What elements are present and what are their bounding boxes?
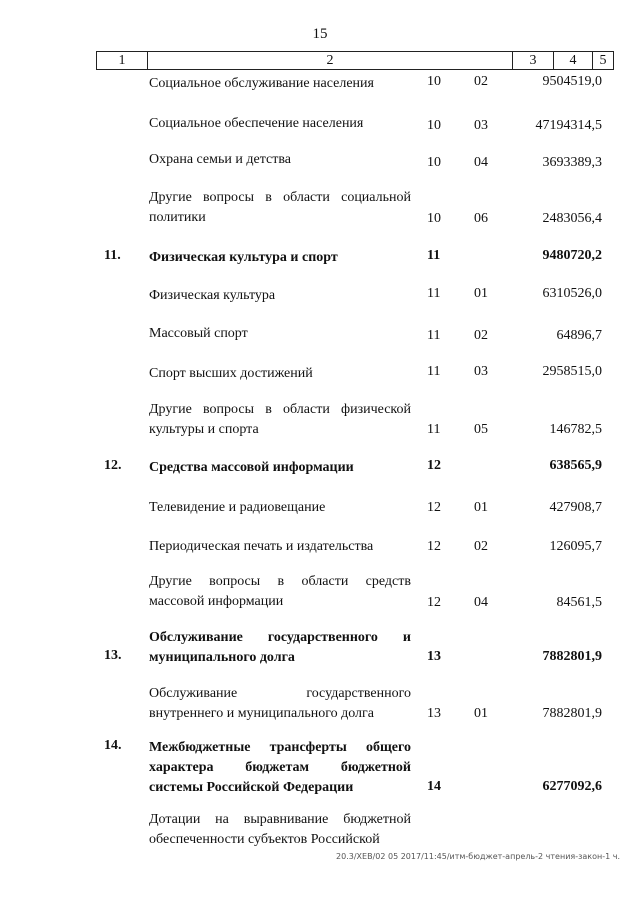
row-name: Средства массовой информации <box>149 460 354 475</box>
row-name: Межбюджетные трансферты общего характера бюджетам бюджетной системы Российской Федерации <box>149 740 411 795</box>
row-name: Массовый спорт <box>149 326 248 341</box>
section-number: 14. <box>104 738 122 753</box>
row-section: 12 <box>427 500 441 515</box>
row-subsection: 03 <box>474 364 488 379</box>
row-subsection: 02 <box>474 328 488 343</box>
row-amount: 6310526,0 <box>542 286 602 301</box>
row-section: 11 <box>427 248 441 263</box>
row-section: 10 <box>427 155 441 170</box>
row-name: Периодическая печать и издательства <box>149 539 374 554</box>
row-section: 13 <box>427 706 441 721</box>
row-section: 11 <box>427 286 441 301</box>
row-name: Другие вопросы в области средств массовой информации <box>149 574 411 609</box>
row-section: 14 <box>427 779 441 794</box>
row-subsection: 01 <box>474 286 488 301</box>
row-amount: 126095,7 <box>549 539 602 554</box>
row-name: Телевидение и радиовещание <box>149 500 326 515</box>
section-number: 13. <box>104 648 122 663</box>
row-name: Физическая культура <box>149 288 276 303</box>
row-amount: 64896,7 <box>556 328 602 343</box>
row-subsection: 02 <box>474 74 488 89</box>
row-section: 11 <box>427 422 441 437</box>
row-subsection: 04 <box>474 155 488 170</box>
row-amount: 9504519,0 <box>542 74 602 89</box>
row-amount: 146782,5 <box>549 422 602 437</box>
header-col-3: 3 <box>513 52 554 69</box>
row-subsection: 05 <box>474 422 488 437</box>
row-name: Социальное обслуживание населения <box>149 76 374 91</box>
row-amount: 2958515,0 <box>542 364 602 379</box>
row-amount: 638565,9 <box>549 458 602 473</box>
header-col-1: 1 <box>97 52 148 69</box>
row-amount: 427908,7 <box>549 500 602 515</box>
document-footer: 20.3/XEB/02 05 2017/11:45/итм-бюджет-апрель-2 чтения-закон-1 ч. <box>336 852 620 861</box>
row-amount: 7882801,9 <box>542 649 602 664</box>
row-section: 10 <box>427 74 441 89</box>
row-subsection: 01 <box>474 500 488 515</box>
page-number: 15 <box>312 26 328 42</box>
row-name: Социальное обеспечение населения <box>149 116 364 131</box>
row-subsection: 04 <box>474 595 488 610</box>
header-col-4: 4 <box>554 52 593 69</box>
row-section: 10 <box>427 118 441 133</box>
row-section: 12 <box>427 539 441 554</box>
row-amount: 2483056,4 <box>542 211 602 226</box>
row-name: Обслуживание государственного внутреннего и муниципального долга <box>149 686 411 721</box>
row-name: Другие вопросы в области физической культуры и спорта <box>149 402 411 437</box>
row-amount: 47194314,5 <box>535 118 602 133</box>
header-col-5: 5 <box>599 53 607 68</box>
row-amount: 6277092,6 <box>542 779 602 794</box>
row-subsection: 01 <box>474 706 488 721</box>
row-name: Физическая культура и спорт <box>149 250 338 265</box>
row-section: 13 <box>427 649 441 664</box>
row-subsection: 02 <box>474 539 488 554</box>
table-header <box>96 51 614 70</box>
row-amount: 9480720,2 <box>542 248 602 263</box>
row-name: Обслуживание государственного и муниципального долга <box>149 630 411 665</box>
row-section: 12 <box>427 458 441 473</box>
row-section: 10 <box>427 211 441 226</box>
row-subsection: 06 <box>474 211 488 226</box>
row-name: Другие вопросы в области социальной политики <box>149 190 411 225</box>
section-number: 12. <box>104 458 122 473</box>
row-name: Охрана семьи и детства <box>149 152 291 167</box>
section-number: 11. <box>104 248 121 263</box>
row-name: Дотации на выравнивание бюджетной обеспеченности субъектов Российской <box>149 812 411 847</box>
row-amount: 84561,5 <box>556 595 602 610</box>
header-col-2: 2 <box>148 52 513 69</box>
row-name: Спорт высших достижений <box>149 366 313 381</box>
row-section: 12 <box>427 595 441 610</box>
row-subsection: 03 <box>474 118 488 133</box>
row-section: 11 <box>427 364 441 379</box>
row-amount: 3693389,3 <box>542 155 602 170</box>
row-amount: 7882801,9 <box>542 706 602 721</box>
row-section: 11 <box>427 328 441 343</box>
